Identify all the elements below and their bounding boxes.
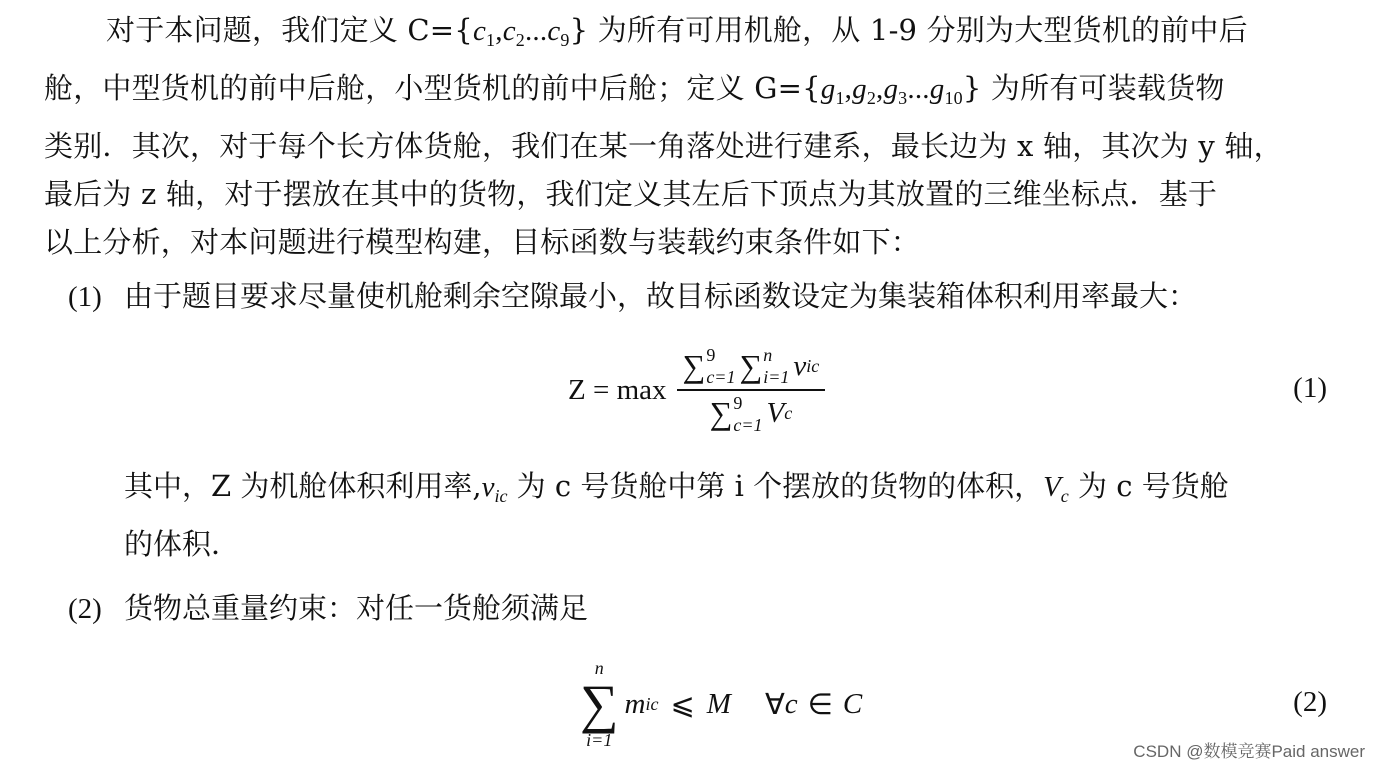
explanation-paragraph [124, 462, 1330, 568]
sum-3-lower: c=1 [733, 414, 763, 435]
watermark: CSDN @数模竞赛Paid answer [1133, 742, 1365, 761]
in-symbol: ∈ [807, 688, 833, 721]
explanation-var-v-sub: ic [494, 486, 508, 506]
equation-2-sum-upper: n [594, 658, 604, 678]
sub-g-3: 3 [898, 88, 908, 108]
equation-2-sum [580, 658, 619, 750]
intro-line-1-text-b: } 为所有可用机舱，从 1-9 分别为大型货机的前中后 [569, 13, 1248, 47]
equation-2-number: (2) [1293, 686, 1327, 718]
sub-g-10: 10 [944, 88, 963, 108]
sum-1-lower: c=1 [706, 367, 736, 388]
symbol-g2: g [852, 73, 867, 105]
sub-1: 1 [486, 30, 496, 50]
explanation-text-b: 为 c 号货舱中第 i 个摆放的货物的体积， [507, 469, 1044, 503]
symbol-c1: c [472, 15, 487, 47]
explanation-line-2: 的体积． [124, 527, 241, 561]
explanation-var-v: v [481, 471, 495, 503]
item-1-label: (1) [68, 281, 102, 313]
intro-line-2: 舱，中型货机的前中后舱，小型货机的前中后舱；定义 $G=\{g_1,g_2,g_3...g_{10}\}$ 为所有可装载货物 [44, 71, 1225, 108]
var-v: v [793, 349, 807, 382]
intro-line-5: 以上分析，对本问题进行模型构建，目标函数与装载约束条件如下： [44, 225, 921, 259]
symbol-c2: c [502, 15, 516, 47]
equation-1-denominator [704, 394, 799, 434]
explanation-line-1 [124, 462, 1330, 520]
item-1-text: 由于题目要求尽量使机舱剩余空隙最小，故目标函数设定为集装箱体积利用率最大： [124, 279, 1198, 313]
sum-1-upper: 9 [706, 345, 716, 366]
sum-symbol-1: ∑ [682, 347, 706, 384]
equation-1-fraction [677, 346, 826, 434]
symbol-g10: g [929, 73, 945, 105]
var-m: m [624, 687, 646, 720]
var-V-sub: c [784, 403, 793, 424]
equation-2 [580, 658, 862, 750]
symbol-g1: g [820, 73, 836, 105]
fraction-bar [677, 389, 826, 391]
forall-symbol: ∀ [764, 688, 785, 721]
item-2-label: (2) [68, 593, 102, 625]
symbol-g3: g [883, 73, 899, 105]
leq-symbol: ⩽ [670, 688, 695, 721]
sum-symbol-3: ∑ [709, 395, 733, 432]
sum-3-limits [733, 394, 762, 434]
explanation-text-c: 为 c 号货舱 [1068, 469, 1229, 503]
var-C: C [842, 687, 863, 720]
var-M: M [706, 687, 731, 720]
intro-line-2-text-b: } 为所有可装载货物 [962, 71, 1225, 105]
intro-line-1-text-a: 对于本问题，我们定义 C={ [106, 13, 473, 47]
equation-1-number: (1) [1293, 372, 1327, 404]
sum-2-limits [763, 346, 789, 386]
explanation-var-V-sub: c [1060, 486, 1069, 506]
intro-line-2-text-a: 舱，中型货机的前中后舱，小型货机的前中后舱；定义 G={ [44, 71, 821, 105]
intro-line-1: 对于本问题，我们定义 $C=\{c_1,c_2...c_9\}$ 为所有可用机舱，从 1-9 分别为大型货机的前中后 [106, 13, 1248, 50]
sub-g-2: 2 [866, 88, 877, 108]
intro-line-3: 类别．其次，对于每个长方体货舱，我们在某一角落处进行建系，最长边为 x 轴，其次为 y 轴， [44, 129, 1283, 163]
symbol-c9: c [547, 15, 561, 47]
equation-1-lhs: Z = max [568, 373, 667, 406]
equation-1-numerator [677, 346, 826, 386]
sum-symbol-2: ∑ [739, 347, 763, 384]
intro-paragraph [44, 6, 1330, 266]
equation-2-sum-lower: i=1 [586, 730, 613, 750]
sum-2-upper: n [763, 345, 773, 366]
sub-2: 2 [515, 30, 525, 50]
sub-g-1: 1 [835, 88, 845, 108]
list-item-2 [68, 588, 588, 629]
var-m-sub: ic [645, 693, 659, 714]
equation-1 [568, 340, 825, 440]
sum-1-limits [706, 346, 735, 386]
item-2-text: 货物总重量约束：对任一货舱须满足 [124, 591, 589, 625]
sum-2-lower: i=1 [763, 367, 790, 388]
explanation-text-a: 其中，Z 为机舱体积利用率, [124, 469, 482, 503]
sum-symbol-large: ∑ [580, 674, 619, 734]
var-V: V [766, 397, 785, 430]
var-c: c [784, 687, 798, 720]
list-item-1 [68, 276, 1197, 317]
var-v-sub: ic [806, 355, 820, 376]
explanation-var-V: V [1043, 471, 1061, 503]
sub-9: 9 [560, 30, 570, 50]
sum-3-upper: 9 [733, 392, 743, 413]
intro-line-4: 最后为 z 轴，对于摆放在其中的货物，我们定义其左后下顶点为其放置的三维坐标点．基于 [44, 177, 1218, 211]
